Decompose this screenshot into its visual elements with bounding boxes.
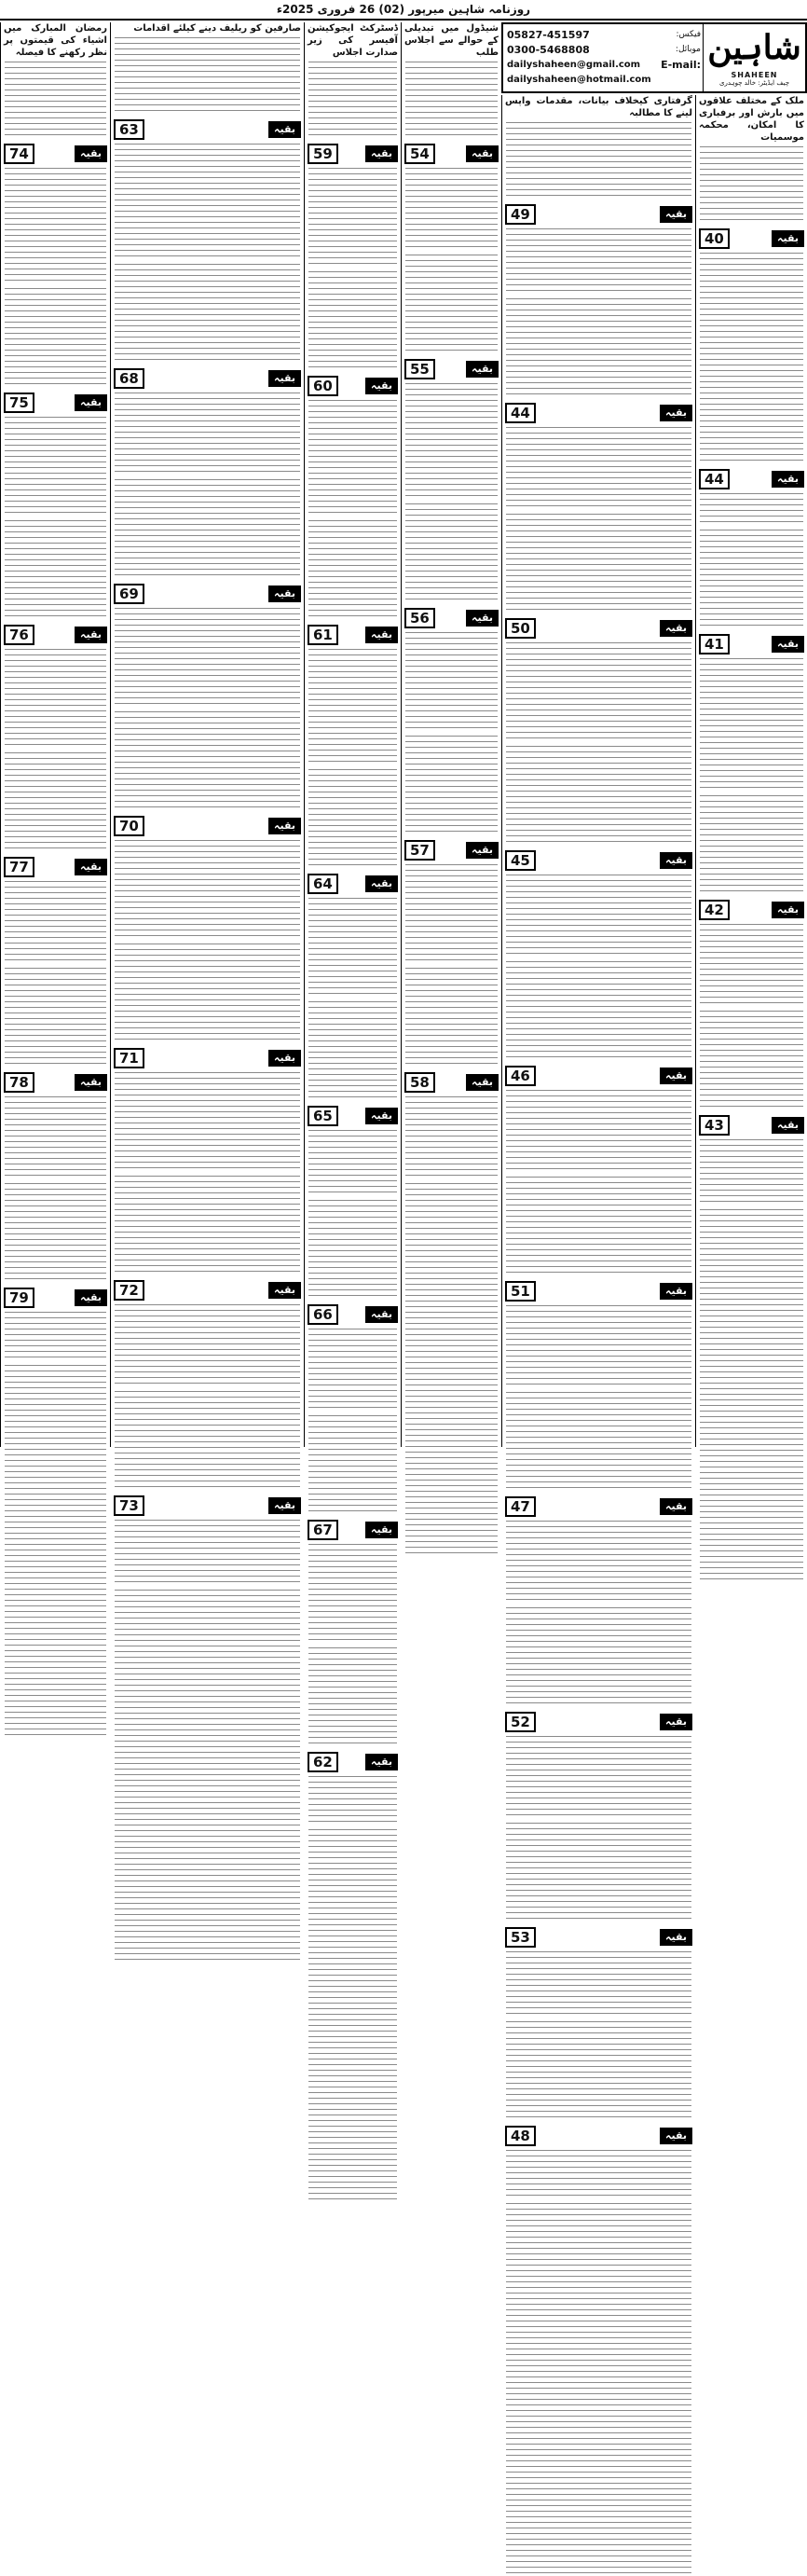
continuation-tag: بقیہ <box>660 852 692 869</box>
continuation-number: 66 <box>308 1304 338 1325</box>
continuation-tag: بقیہ <box>365 145 398 162</box>
continuation-text <box>700 658 803 792</box>
continuation-number: 71 <box>114 1048 144 1068</box>
continuation-text <box>115 1520 300 1587</box>
continuation-header <box>699 469 804 489</box>
logo-english: SHAHEEN <box>731 71 778 79</box>
continuation-header <box>505 204 692 225</box>
article-text-block <box>700 1209 803 1582</box>
continuation-number: 54 <box>404 144 435 164</box>
continuation-text <box>308 1544 397 1645</box>
continuation-number: 51 <box>505 1281 536 1302</box>
continuation-tag: بقیہ <box>466 610 499 627</box>
continuation-tag: بقیہ <box>772 230 804 247</box>
column-1 <box>695 95 807 1447</box>
continuation-text <box>405 632 498 733</box>
continuation-number: 73 <box>114 1495 144 1516</box>
continuation-text <box>405 383 498 501</box>
article-text-block <box>405 255 498 355</box>
continuation-tag: بقیہ <box>660 1714 692 1730</box>
continuation-text <box>115 393 300 476</box>
article-text-block <box>115 264 300 365</box>
continuation-tag: بقیہ <box>466 1074 499 1091</box>
continuation-number: 56 <box>404 608 435 628</box>
continuation-number: 75 <box>4 393 34 413</box>
continuation-header <box>308 625 398 645</box>
article-text-block <box>5 62 106 140</box>
email-secondary[interactable]: dailyshaheen@hotmail.com <box>507 74 651 85</box>
page-dateline: روزنامہ شاہین میرپور (02) 26 فروری 2025ء <box>0 0 807 21</box>
article-text-block <box>308 1829 397 2202</box>
continuation-header <box>404 144 499 164</box>
continuation-number: 53 <box>505 1927 536 1948</box>
continuation-number: 45 <box>505 850 536 871</box>
continuation-number: 60 <box>308 376 338 396</box>
continuation-tag: بقیہ <box>660 1929 692 1946</box>
continuation-tag: بقیہ <box>365 1754 398 1770</box>
continuation-header <box>505 618 692 639</box>
continuation-text <box>405 864 498 965</box>
column-5 <box>110 22 304 1514</box>
continuation-header <box>505 1281 692 1302</box>
column-3 <box>401 22 501 1447</box>
continuation-tag: بقیہ <box>772 1117 804 1134</box>
article-text-block <box>308 769 397 870</box>
continuation-tag: بقیہ <box>365 1306 398 1323</box>
continuation-tag: بقیہ <box>75 1074 107 1091</box>
continuation-tag: بقیہ <box>75 145 107 162</box>
continuation-header <box>404 1072 499 1093</box>
article-text-block <box>506 2203 691 2576</box>
continuation-header <box>505 1712 692 1732</box>
email-label: E-mail: <box>661 58 701 71</box>
article-text-block <box>308 520 397 621</box>
article-text-block <box>506 1392 691 1493</box>
continuation-tag: بقیہ <box>365 875 398 892</box>
continuation-number: 47 <box>505 1496 536 1517</box>
continuation-header <box>308 874 398 894</box>
article-text-block <box>506 746 691 847</box>
column-headline: ملک کے مختلف علاقوں میں بارش اور برفباری کا امکان، محکمہ موسمیات <box>699 96 804 143</box>
continuation-tag: بقیہ <box>268 1282 301 1299</box>
logo-urdu: شاہین <box>707 28 801 67</box>
continuation-number: 44 <box>699 469 730 489</box>
continuation-tag: بقیہ <box>660 1068 692 1084</box>
continuation-text <box>506 427 691 511</box>
continuation-header <box>505 1066 692 1086</box>
continuation-header <box>308 144 398 164</box>
article-text-block <box>308 1647 397 1748</box>
continuation-header <box>308 376 398 396</box>
continuation-header <box>505 850 692 871</box>
fax-label: فیکس: <box>676 30 701 39</box>
continuation-header <box>114 1280 301 1301</box>
continuation-tag: بقیہ <box>365 378 398 394</box>
article-text-block <box>700 795 803 896</box>
continuation-tag: بقیہ <box>268 121 301 138</box>
continuation-text <box>308 400 397 517</box>
article-text-block <box>115 37 300 116</box>
continuation-number: 68 <box>114 368 144 389</box>
continuation-number: 74 <box>4 144 34 164</box>
continuation-number: 64 <box>308 874 338 894</box>
continuation-number: 78 <box>4 1072 34 1093</box>
article-text-block <box>115 711 300 812</box>
article-text-block <box>5 288 106 389</box>
continuation-header <box>699 1115 804 1136</box>
continuation-header <box>505 1496 692 1517</box>
continuation-tag: بقیہ <box>466 361 499 378</box>
continuation-text <box>506 2150 691 2200</box>
article-text-block <box>506 961 691 1062</box>
continuation-header <box>4 393 107 413</box>
continuation-tag: بقیہ <box>75 859 107 875</box>
column-headline: شیڈول میں تبدیلی کے حوالے سے اجلاس طلب <box>404 23 499 58</box>
article-text-block <box>405 968 498 1068</box>
continuation-number: 50 <box>505 618 536 639</box>
continuation-number: 42 <box>699 900 730 920</box>
continuation-number: 46 <box>505 1066 536 1086</box>
column-4 <box>304 22 401 1770</box>
continuation-text <box>115 1072 300 1173</box>
continuation-header <box>114 368 301 389</box>
article-text-block <box>405 503 498 604</box>
continuation-text <box>308 1130 397 1197</box>
article-text-block <box>5 520 106 621</box>
continuation-text <box>308 649 397 766</box>
continuation-number: 63 <box>114 119 144 140</box>
continuation-text <box>506 875 691 958</box>
continuation-header <box>699 228 804 249</box>
contact-box <box>503 24 704 91</box>
continuation-number: 62 <box>308 1752 338 1772</box>
continuation-number: 72 <box>114 1280 144 1301</box>
article-text-block <box>700 146 803 225</box>
continuation-number: 61 <box>308 625 338 645</box>
continuation-number: 55 <box>404 359 435 379</box>
continuation-text <box>506 1090 691 1174</box>
continuation-header <box>4 857 107 877</box>
continuation-number: 43 <box>699 1115 730 1136</box>
continuation-tag: بقیہ <box>75 627 107 643</box>
column-headline: صارفین کو ریلیف دینے کیلئے اقدامات <box>133 23 301 34</box>
continuation-header <box>4 625 107 645</box>
continuation-header <box>4 144 107 164</box>
continuation-header <box>308 1106 398 1126</box>
continuation-tag: بقیہ <box>75 1289 107 1306</box>
article-text-block <box>506 1607 691 1708</box>
continuation-text <box>5 1312 106 1362</box>
continuation-tag: بقیہ <box>365 1522 398 1538</box>
article-text-block <box>506 1177 691 1277</box>
continuation-tag: بقیہ <box>268 818 301 834</box>
continuation-number: 79 <box>4 1288 34 1308</box>
article-text-block <box>115 1391 300 1492</box>
continuation-number: 65 <box>308 1106 338 1126</box>
continuation-text <box>115 1304 300 1388</box>
continuation-header <box>699 634 804 654</box>
continuation-number: 69 <box>114 584 144 604</box>
continuation-text <box>506 1305 691 1389</box>
continuation-tag: بقیہ <box>268 1497 301 1514</box>
continuation-header <box>114 1048 301 1068</box>
continuation-number: 58 <box>404 1072 435 1093</box>
continuation-header <box>4 1288 107 1308</box>
continuation-number: 76 <box>4 625 34 645</box>
continuation-tag: بقیہ <box>660 1283 692 1300</box>
article-text-block <box>700 1011 803 1111</box>
continuation-number: 67 <box>308 1520 338 1540</box>
continuation-text <box>5 881 106 965</box>
column-headline: رمضان المبارک میں اشیاء کی قیمتوں پر نظر رکھنے کا فیصلہ <box>4 23 107 58</box>
masthead <box>501 22 807 93</box>
article-text-block <box>506 2021 691 2122</box>
continuation-text <box>506 228 691 296</box>
continuation-tag: بقیہ <box>660 1498 692 1515</box>
continuation-header <box>4 1072 107 1093</box>
continuation-text <box>405 1096 498 1180</box>
continuation-number: 44 <box>505 403 536 423</box>
article-text-block <box>5 1365 106 1738</box>
continuation-header <box>114 816 301 836</box>
continuation-text <box>700 924 803 1008</box>
continuation-text <box>308 1776 397 1826</box>
continuation-header <box>308 1304 398 1325</box>
continuation-header <box>404 359 499 379</box>
article-text-block <box>506 514 691 614</box>
continuation-number: 70 <box>114 816 144 836</box>
continuation-number: 59 <box>308 144 338 164</box>
article-text-block <box>308 1001 397 1102</box>
article-text-block <box>5 1183 106 1284</box>
article-text-block <box>405 1183 498 1556</box>
continuation-header <box>404 840 499 861</box>
continuation-tag: بقیہ <box>268 1050 301 1067</box>
mobile-label: موبائل: <box>675 45 701 54</box>
continuation-text <box>5 168 106 285</box>
article-text-block <box>115 479 300 580</box>
continuation-tag: بقیہ <box>660 405 692 421</box>
continuation-tag: بقیہ <box>772 471 804 488</box>
email-primary[interactable]: dailyshaheen@gmail.com <box>507 59 641 70</box>
article-text-block <box>506 1823 691 1923</box>
article-text-block <box>308 271 397 372</box>
article-text-block <box>405 736 498 836</box>
continuation-text <box>5 1096 106 1180</box>
continuation-number: 49 <box>505 204 536 225</box>
continuation-number: 52 <box>505 1712 536 1732</box>
continuation-text <box>115 608 300 709</box>
continuation-tag: بقیہ <box>660 206 692 223</box>
continuation-text <box>308 168 397 269</box>
mobile-number: 0300-5468808 <box>507 43 590 56</box>
continuation-header <box>505 403 692 423</box>
continuation-number: 77 <box>4 857 34 877</box>
continuation-tag: بقیہ <box>660 620 692 637</box>
article-text-block <box>308 1200 397 1301</box>
column-headline: ڈسٹرکٹ ایجوکیشن آفیسر کی زیر صدارت اجلاس <box>308 23 398 58</box>
continuation-number: 41 <box>699 634 730 654</box>
continuation-header <box>114 119 301 140</box>
continuation-text <box>700 253 803 362</box>
continuation-text <box>506 642 691 743</box>
article-text-block <box>700 365 803 465</box>
article-text-block <box>405 62 498 140</box>
continuation-tag: بقیہ <box>772 902 804 918</box>
continuation-tag: بقیہ <box>75 394 107 411</box>
continuation-header <box>505 2126 692 2146</box>
article-text-block <box>506 122 691 200</box>
continuation-tag: بقیہ <box>365 1108 398 1124</box>
column-2 <box>501 95 695 2144</box>
column-headline: گرفتاری کیخلاف بیانات، مقدمات واپس لینے کا مطالبہ <box>505 96 692 118</box>
continuation-header <box>404 608 499 628</box>
editor-line: چیف ایڈیٹر: خالد چوہدری <box>718 79 790 87</box>
continuation-header <box>505 1927 692 1948</box>
continuation-header <box>308 1520 398 1540</box>
continuation-text <box>405 168 498 252</box>
article-text-block <box>506 298 691 399</box>
article-text-block <box>115 944 300 1044</box>
continuation-header <box>308 1752 398 1772</box>
article-text-block <box>5 968 106 1068</box>
continuation-header <box>114 584 301 604</box>
article-text-block <box>115 1176 300 1276</box>
article-text-block <box>115 1590 300 1963</box>
continuation-header <box>699 900 804 920</box>
continuation-text <box>115 840 300 941</box>
article-text-block <box>700 530 803 630</box>
continuation-tag: بقیہ <box>365 627 398 643</box>
article-text-block <box>308 62 397 140</box>
continuation-text <box>5 649 106 750</box>
continuation-tag: بقیہ <box>268 585 301 602</box>
continuation-tag: بقیہ <box>772 636 804 653</box>
continuation-number: 40 <box>699 228 730 249</box>
fax-number: 05827-451597 <box>507 28 590 41</box>
continuation-text <box>308 1329 397 1412</box>
continuation-tag: بقیہ <box>660 2128 692 2144</box>
continuation-text <box>308 898 397 999</box>
continuation-number: 48 <box>505 2126 536 2146</box>
newspaper-logo <box>703 24 805 91</box>
article-text-block <box>308 1415 397 1516</box>
column-6 <box>0 22 110 1447</box>
continuation-tag: بقیہ <box>466 842 499 859</box>
continuation-header <box>114 1495 301 1516</box>
continuation-text <box>506 1951 691 2018</box>
article-text-block <box>5 752 106 853</box>
continuation-text <box>5 417 106 517</box>
continuation-number: 57 <box>404 840 435 861</box>
continuation-tag: بقیہ <box>466 145 499 162</box>
continuation-tag: بقیہ <box>268 370 301 387</box>
continuation-text <box>506 1736 691 1820</box>
continuation-text <box>506 1521 691 1605</box>
continuation-text <box>115 144 300 261</box>
continuation-text <box>700 1139 803 1206</box>
continuation-text <box>700 493 803 527</box>
